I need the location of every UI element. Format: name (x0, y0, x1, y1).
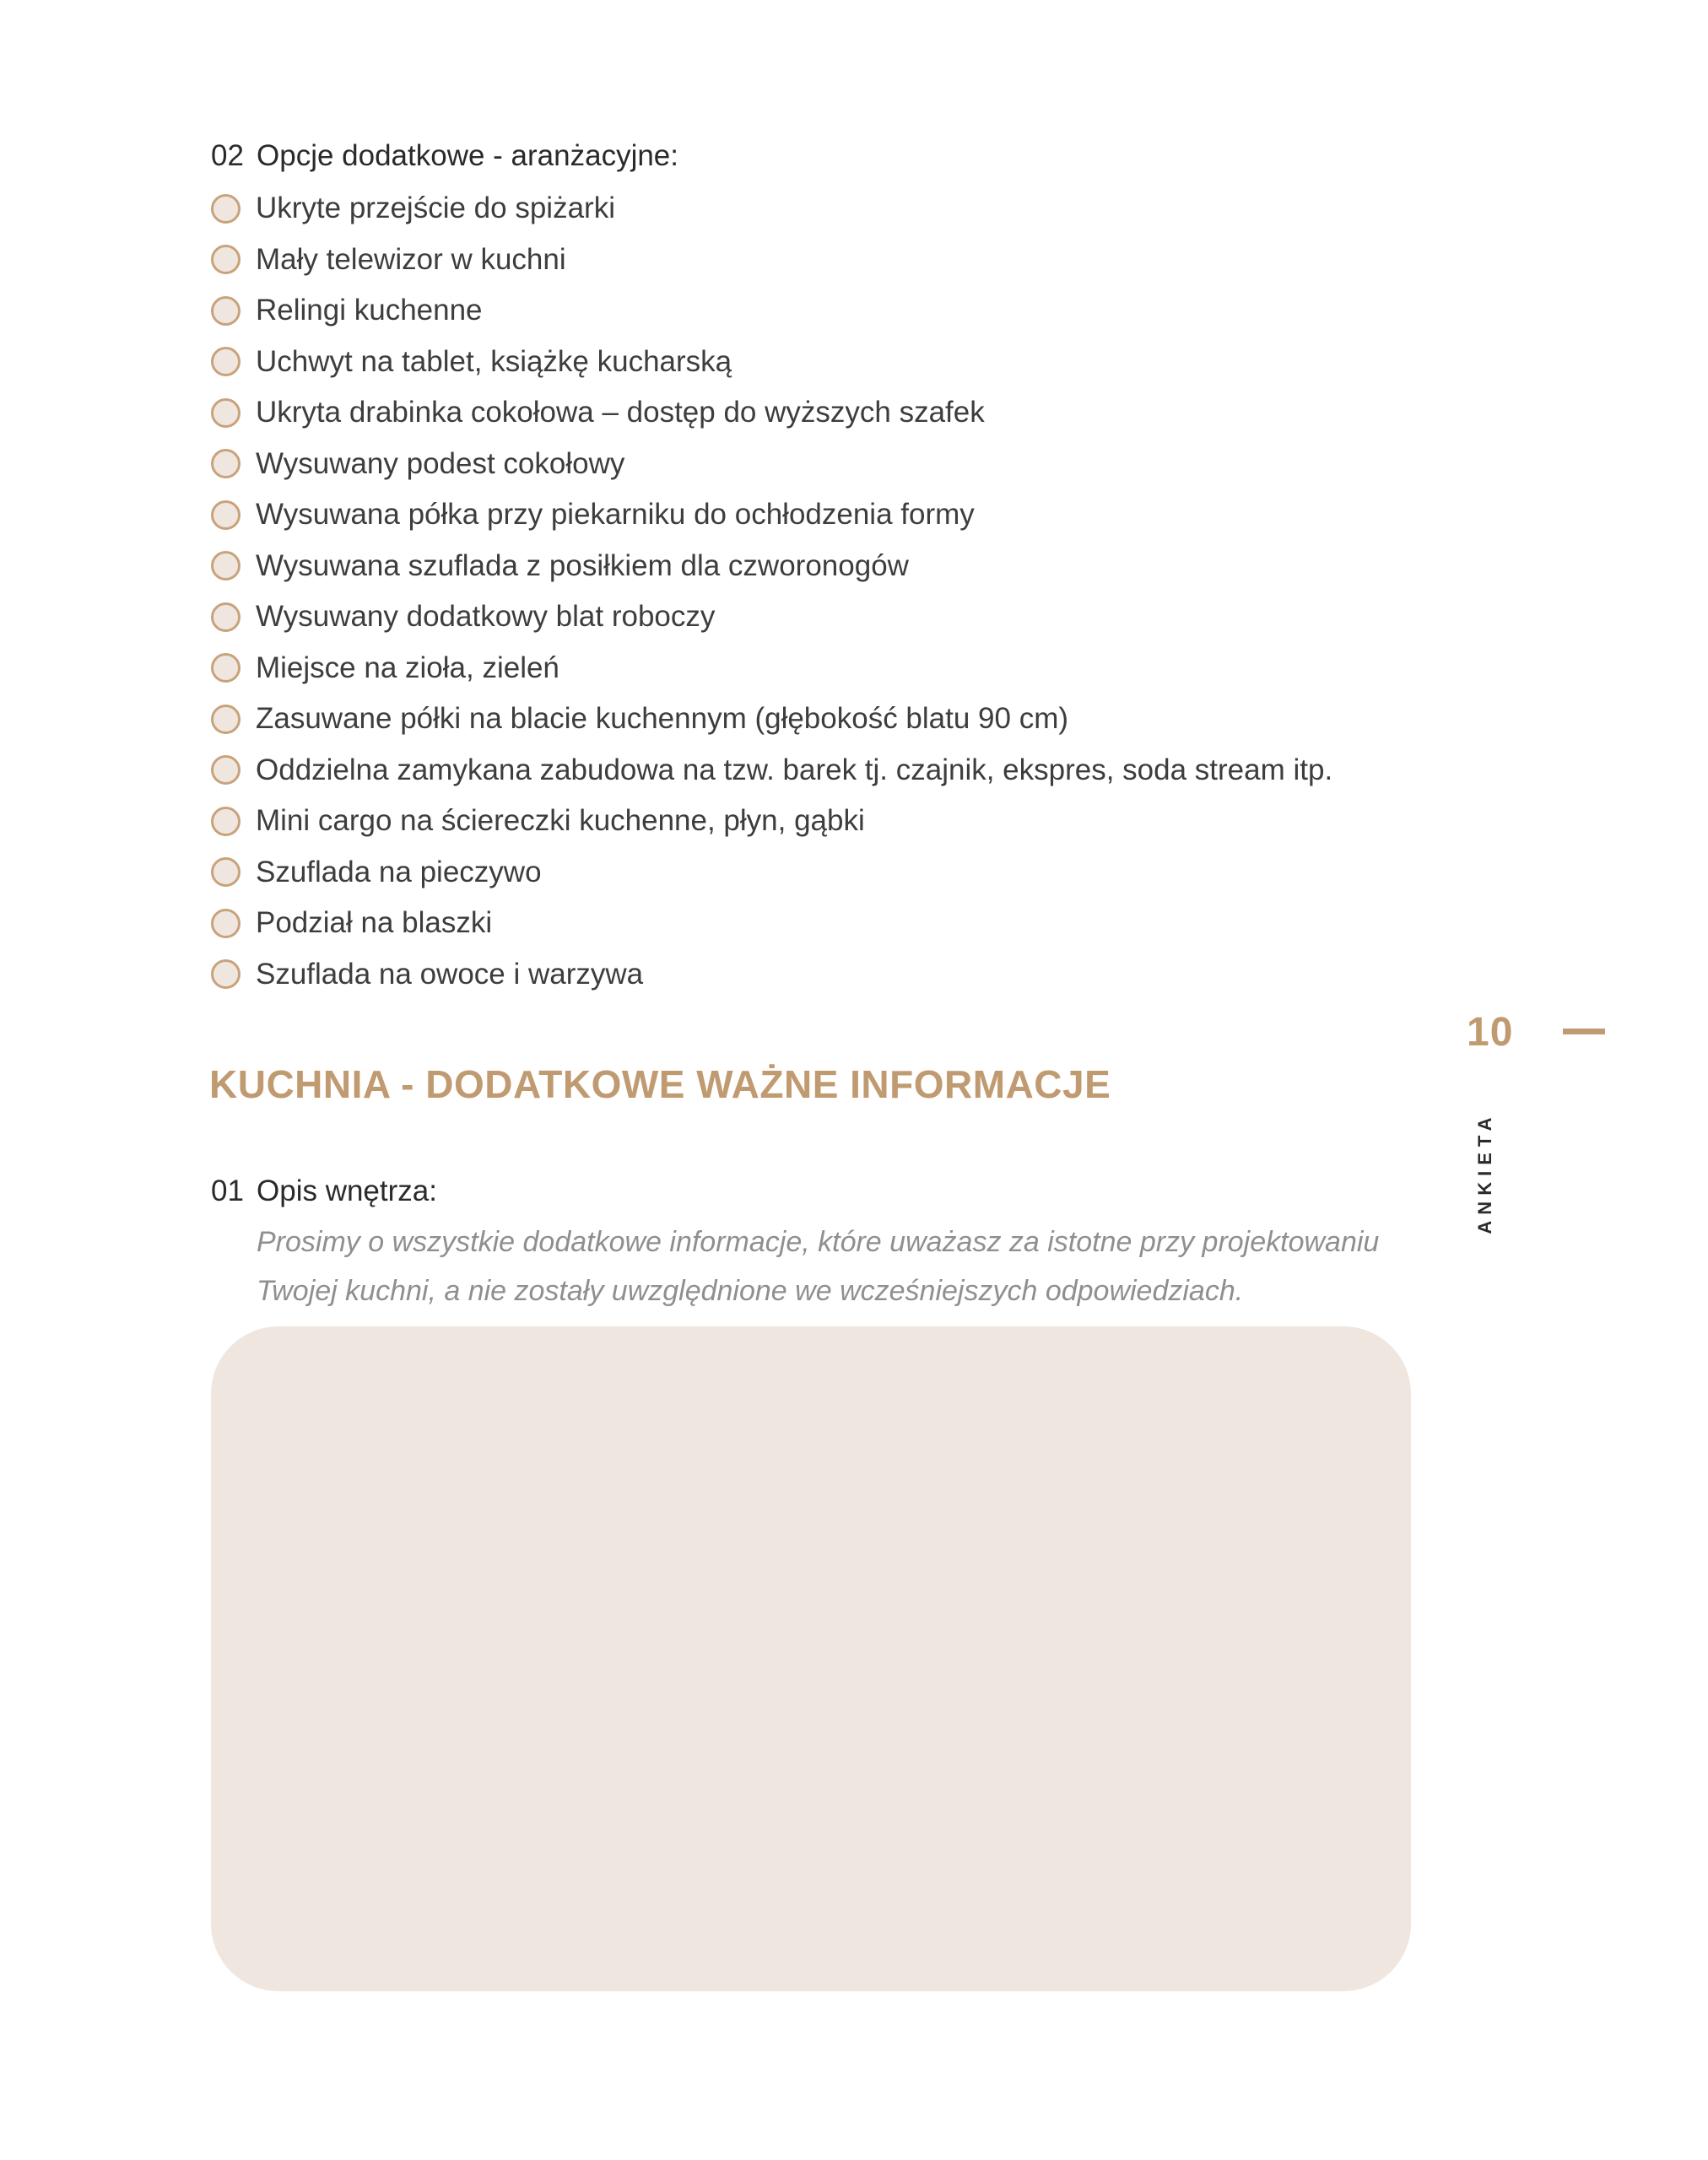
option-label: Wysuwana szuflada z posiłkiem dla czworonogów (256, 548, 909, 582)
page-number: 10 (1467, 1010, 1514, 1055)
radio-button[interactable] (211, 296, 241, 326)
radio-button[interactable] (211, 857, 241, 887)
description-line: Prosimy o wszystkie dodatkowe informacje, które uważasz za istotne przy projektowaniu (257, 1226, 1380, 1258)
question-02-heading (211, 139, 678, 173)
side-label: ANKIETA (1474, 1111, 1495, 1234)
option-label: Szuflada na owoce i warzywa (256, 957, 644, 991)
option-label: Oddzielna zamykana zabudowa na tzw. barek tj. czajnik, ekspres, soda stream itp. (256, 753, 1333, 786)
option-label: Uchwyt na tablet, książkę kucharską (256, 344, 732, 378)
radio-button[interactable] (211, 909, 241, 938)
radio-button[interactable] (211, 347, 241, 376)
option-item[interactable] (211, 183, 1332, 235)
option-item[interactable] (211, 387, 1332, 439)
question-number: 02 (211, 139, 244, 172)
option-label: Zasuwane półki na blacie kuchennym (głębokość blatu 90 cm) (256, 702, 1069, 736)
option-item[interactable] (211, 285, 1332, 337)
option-label: Podział na blaszki (256, 906, 493, 940)
radio-button[interactable] (211, 755, 241, 785)
option-label: Ukryta drabinka cokołowa – dostęp do wyższych szafek (256, 396, 985, 429)
radio-button[interactable] (211, 653, 241, 683)
option-label: Mini cargo na ściereczki kuchenne, płyn, gąbki (256, 804, 865, 838)
option-label: Mały telewizor w kuchni (256, 242, 566, 276)
radio-button[interactable] (211, 194, 241, 224)
question-number: 01 (211, 1174, 244, 1207)
option-item[interactable] (211, 643, 1332, 694)
option-item[interactable] (211, 235, 1332, 286)
option-item[interactable] (211, 796, 1332, 847)
radio-button[interactable] (211, 500, 241, 530)
option-item[interactable] (211, 898, 1332, 949)
radio-button[interactable] (211, 959, 241, 989)
page-number-dash (1563, 1029, 1605, 1034)
radio-button[interactable] (211, 449, 241, 478)
question-label: Opis wnętrza: (257, 1174, 437, 1207)
answer-text-field[interactable] (211, 1326, 1411, 1991)
option-label: Szuflada na pieczywo (256, 855, 542, 888)
section-title: KUCHNIA - DODATKOWE WAŻNE INFORMACJE (209, 1062, 1111, 1106)
radio-button[interactable] (211, 245, 241, 274)
radio-button[interactable] (211, 398, 241, 428)
radio-button[interactable] (211, 602, 241, 632)
option-item[interactable] (211, 591, 1332, 643)
option-label: Relingi kuchenne (256, 294, 483, 327)
option-item[interactable] (211, 694, 1332, 745)
question-description (257, 1218, 1421, 1315)
radio-button[interactable] (211, 705, 241, 734)
option-item[interactable] (211, 949, 1332, 1001)
radio-button[interactable] (211, 551, 241, 580)
question-01-heading (211, 1174, 437, 1208)
question-label: Opcje dodatkowe - aranżacyjne: (257, 139, 678, 172)
option-item[interactable] (211, 337, 1332, 388)
option-label: Miejsce na zioła, zieleń (256, 651, 559, 684)
radio-button[interactable] (211, 807, 241, 836)
option-item[interactable] (211, 489, 1332, 541)
option-label: Ukryte przejście do spiżarki (256, 192, 615, 225)
option-item[interactable] (211, 439, 1332, 490)
option-item[interactable] (211, 541, 1332, 592)
option-label: Wysuwany dodatkowy blat roboczy (256, 600, 716, 634)
option-label: Wysuwana półka przy piekarniku do ochłodzenia formy (256, 498, 975, 532)
option-label: Wysuwany podest cokołowy (256, 446, 625, 480)
option-item[interactable] (211, 745, 1332, 796)
option-item[interactable] (211, 847, 1332, 899)
description-line: Twojej kuchni, a nie zostały uwzględnione we wcześniejszych odpowiedziach. (257, 1275, 1244, 1307)
options-list (211, 183, 1332, 1000)
